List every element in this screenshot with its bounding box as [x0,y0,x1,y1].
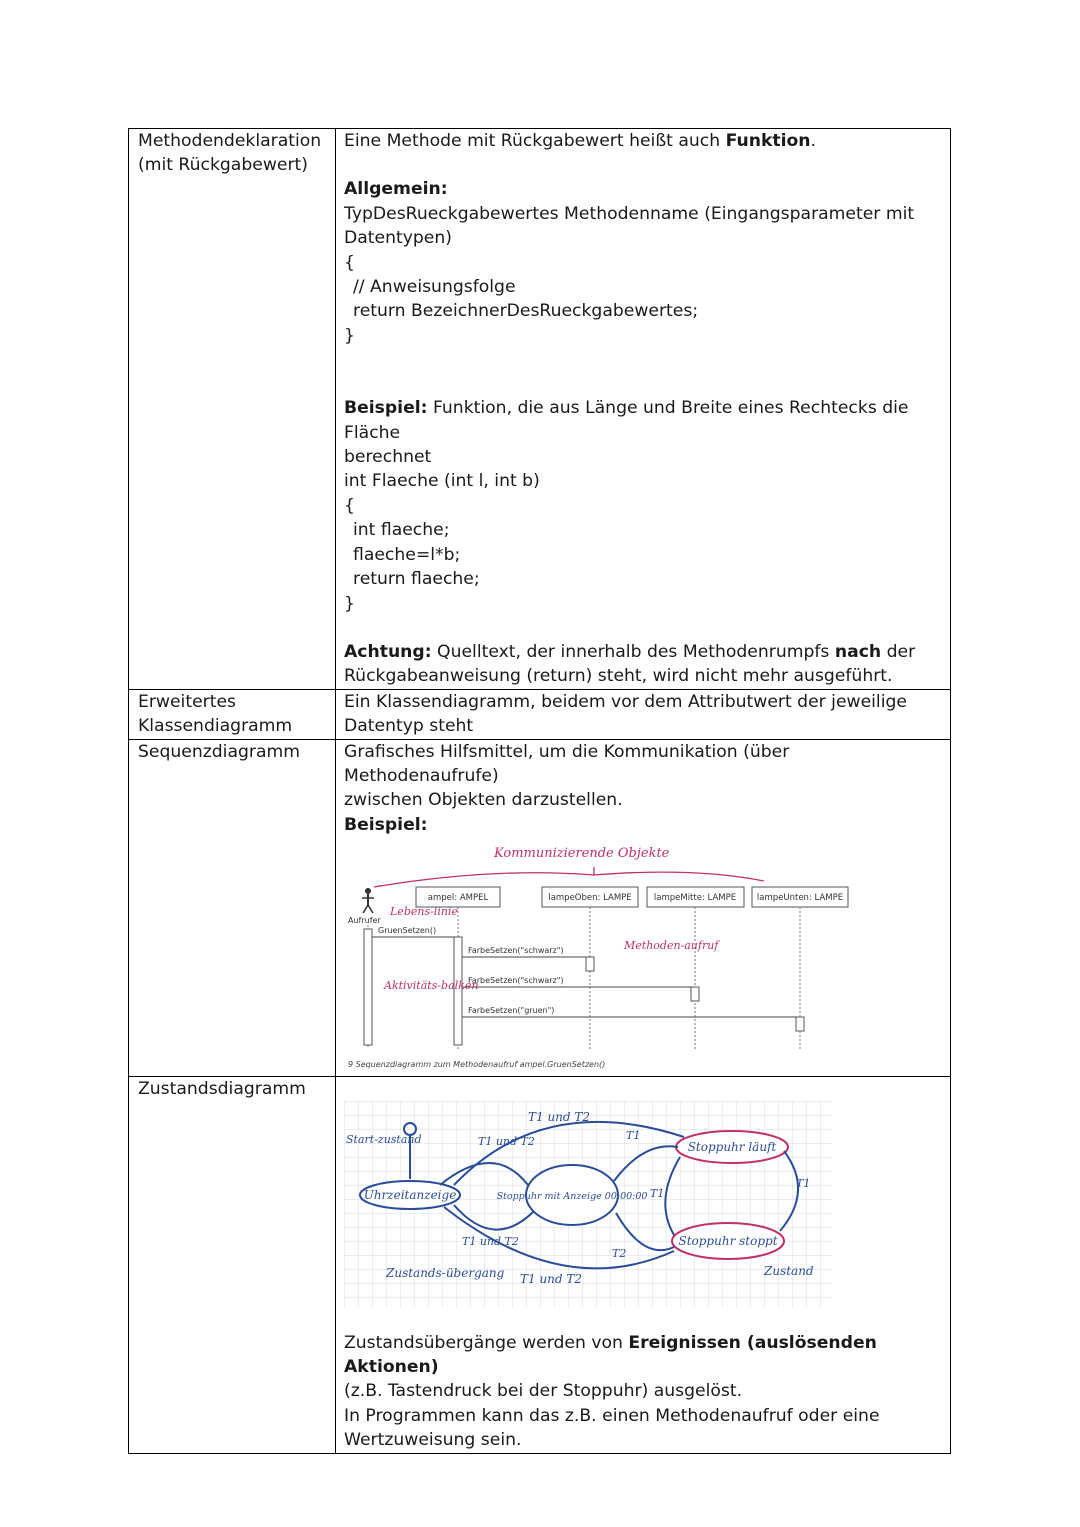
transition-label: T1 und T2 [478,1134,535,1148]
warning-text: Rückgabeanweisung (return) steht, wird nicht mehr ausgeführt. [344,666,893,687]
transition-label: T1 und T2 [528,1109,591,1124]
code-line: int flaeche; [353,520,450,541]
code-line: TypDesRueckgabewertes Methodenname (Eingangsparameter mit [344,203,915,224]
row-label: Klassendiagramm [138,716,293,737]
row-methodendeklaration [129,129,951,690]
example-text: berechnet [344,447,432,468]
content-cell [336,689,951,739]
text-line: Grafisches Hilfsmittel, um die Kommunikation (über Methodenaufrufe) [344,741,790,786]
row-label: Erweitertes [138,691,236,712]
state-diagram [344,1101,832,1307]
message-label: GruenSetzen() [378,926,437,936]
actor-icon [362,888,374,913]
transition-label: T1 [626,1128,641,1142]
code-line: { [344,495,355,516]
state-label: Stoppuhr stoppt [678,1233,778,1248]
message-label: FarbeSetzen("gruen") [468,1006,555,1016]
state-label: Stoppuhr läuft [687,1139,777,1154]
row-erweitertes-klassendiagramm [129,689,951,739]
example-heading: Beispiel: [344,814,428,835]
intro-text: Eine Methode mit Rückgabewert heißt auch Funktion. [344,131,817,151]
transition-label: T1 und T2 [520,1271,583,1286]
annotation-activation-bar: Aktivitäts-balken [384,979,479,993]
annotation-lifeline: Lebens-linie [390,905,458,919]
transition-label: T1 [650,1186,665,1200]
code-line: { [344,252,355,273]
row-sequenzdiagramm [129,739,951,1076]
activation-bar [586,957,594,971]
object-label: lampeOben: LAMPE [548,893,632,904]
notes-table [128,128,951,1454]
label-cell [129,129,336,690]
annotation-communicating-objects: Kommunizierende Objekte [494,846,670,862]
text-line: (z.B. Tastendruck bei der Stoppuhr) ausgelöst. [344,1381,743,1402]
text-line: Wertzuweisung sein. [344,1430,522,1451]
content-cell [336,1076,951,1453]
caller-label: Aufrufer [348,916,381,926]
code-line: // Anweisungsfolge [353,277,516,298]
row-label: Zustandsdiagramm [138,1078,306,1099]
example-text: Beispiel: Funktion, die aus Länge und Breite eines Rechtecks die Fläche [344,398,909,443]
activation-bar [691,987,699,1001]
text-line: zwischen Objekten darzustellen. [344,790,623,811]
text-line: Ein Klassendiagramm, beidem vor dem Attributwert der jeweilige [344,691,907,712]
code-line: return flaeche; [353,569,480,590]
row-label: Methodendeklaration [138,131,322,151]
annotation-method-call: Methoden-aufruf [624,939,719,953]
label-cell [129,689,336,739]
message-label: FarbeSetzen("schwarz") [468,976,564,986]
content-cell [336,129,951,690]
label-cell [129,1076,336,1453]
text-line: In Programmen kann das z.B. einen Methodenaufruf oder eine [344,1405,880,1426]
activation-bar [796,1017,804,1031]
text-line: Datentyp steht [344,716,474,737]
transition-label: T1 und T2 [462,1234,519,1248]
code-line: flaeche=l*b; [353,544,461,565]
row-label: Sequenzdiagramm [138,741,300,762]
object-label: lampeUnten: LAMPE [756,893,844,904]
object-label: lampeMitte: LAMPE [653,893,737,904]
annotation-bracket [374,872,764,887]
text-line: Zustandsübergänge werden von Ereignissen (auslösenden Aktionen) [344,1332,877,1377]
state-label: Uhrzeitanzeige [363,1187,457,1202]
general-heading: Allgemein: [344,179,448,200]
code-line: return BezeichnerDesRueckgabewertes; [353,301,699,322]
row-zustandsdiagramm [129,1076,951,1453]
annotation-transition: Zustands-übergang [386,1265,505,1280]
annotation-start-state: Start-zustand [346,1132,422,1146]
code-line: Datentypen) [344,228,452,249]
state-label: Stoppuhr mit Anzeige 00:00:00 [496,1190,648,1202]
object-label: ampel: AMPEL [427,893,489,904]
row-label: (mit Rückgabewert) [138,155,308,176]
label-cell [129,739,336,1076]
figure-caption: 9 Sequenzdiagramm zum Methodenaufruf ampel.GruenSetzen() [348,1060,606,1070]
content-cell [336,739,951,1076]
annotation-state: Zustand [764,1263,814,1278]
transition-label: T2 [612,1246,627,1260]
message-label: FarbeSetzen("schwarz") [468,946,564,956]
code-line: } [344,593,355,614]
transition-label: T1 [796,1176,811,1190]
activation-bar [364,929,372,1045]
code-line: } [344,325,355,346]
sequence-diagram [344,839,864,1075]
code-line: int Flaeche (int l, int b) [344,471,540,492]
warning-text: Achtung: Quelltext, der innerhalb des Methodenrumpfs nach der [344,641,916,662]
